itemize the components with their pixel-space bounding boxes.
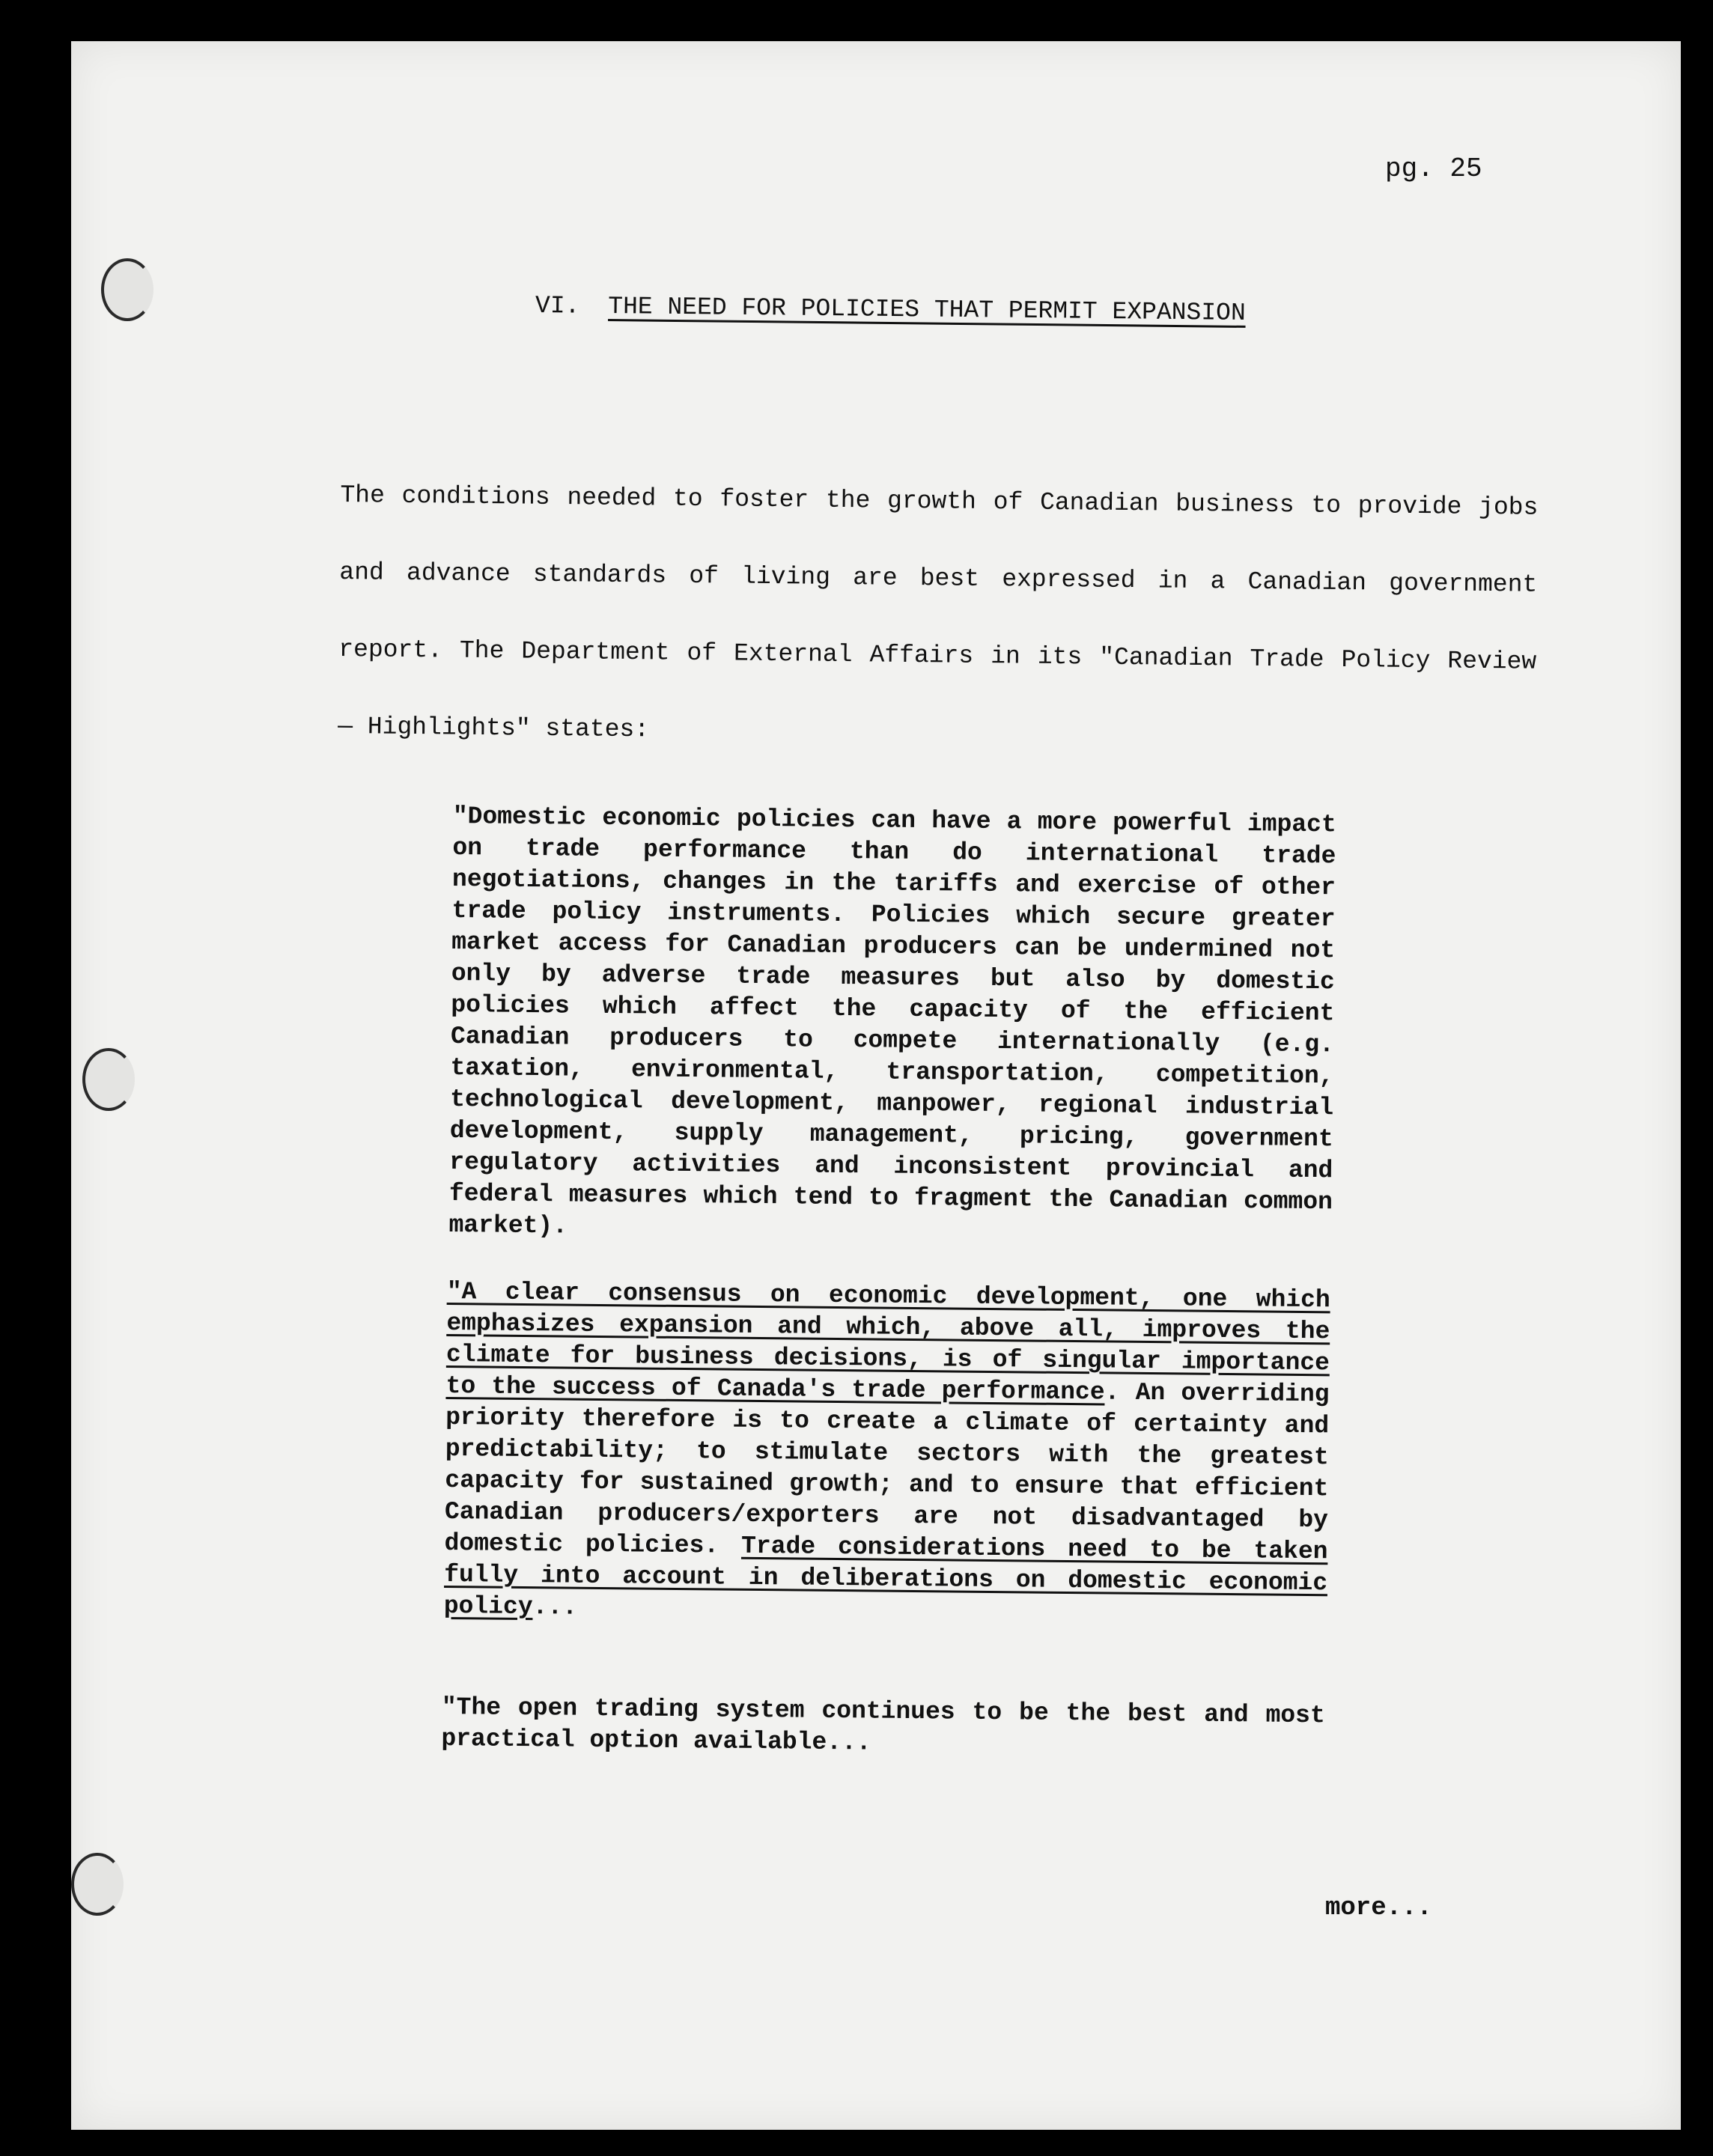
- document-page: [71, 41, 1681, 2130]
- punch-hole-bottom: [71, 1853, 124, 1916]
- continuation-marker: more...: [1325, 1894, 1432, 1922]
- quote-paragraph-3: "The open trading system continues to be the best and most practical option available...: [441, 1693, 1325, 1757]
- underlined-passage-2: Trade considerations need to be taken fully into account in deliberations on domestic economic policy: [443, 1532, 1328, 1621]
- punch-hole-middle: [82, 1048, 135, 1111]
- quote-paragraph-1: "Domestic economic policies can have a more powerful impact on trade performance than do international trade negotiations, changes in the tariffs and exercise of other trade policy instruments. Policies which secure greater market access for Canadian producers can be undermined not only by adverse trade measures but also by domestic policies which affect the capacity of the efficient Canadian producers to compete internationally (e.g. taxation, environmental, transportation, competition, technological development, manpower, regional industrial development, supply management, pricing, government regulatory activities and inconsistent provincial and federal measures which tend to fragment the Canadian common market).: [448, 802, 1336, 1240]
- page-number: pg. 25: [1385, 153, 1482, 184]
- quote-text: . An overriding priority therefore is to create a climate of certainty and predictability; to stimulate sectors with the greatest capacity for sustained growth; and to ensure that efficient Canadian producers/exporters are not disadvantaged by domestic policies.: [444, 1378, 1330, 1560]
- underlined-passage-1: "A clear consensus on economic development, one which emphasizes expansion and which, above all, improves the climate for business decisions, is of singular importance to the success of Canada's trade performance: [445, 1277, 1330, 1407]
- section-numeral: VI.: [535, 292, 580, 320]
- quote-ellipsis: ...: [532, 1593, 578, 1621]
- quote-paragraph-2: [444, 1276, 1330, 1630]
- intro-paragraph: The conditions needed to foster the growth of Canadian business to provide jobs and advance standards of living are best expressed in a Canadian government report. The Department of External Affairs in its "Canadian Trade Policy Review — Highlights" states:: [338, 481, 1539, 744]
- section-title: THE NEED FOR POLICIES THAT PERMIT EXPANSION: [608, 293, 1246, 327]
- punch-hole-top: [101, 258, 153, 321]
- section-heading: [535, 292, 1246, 327]
